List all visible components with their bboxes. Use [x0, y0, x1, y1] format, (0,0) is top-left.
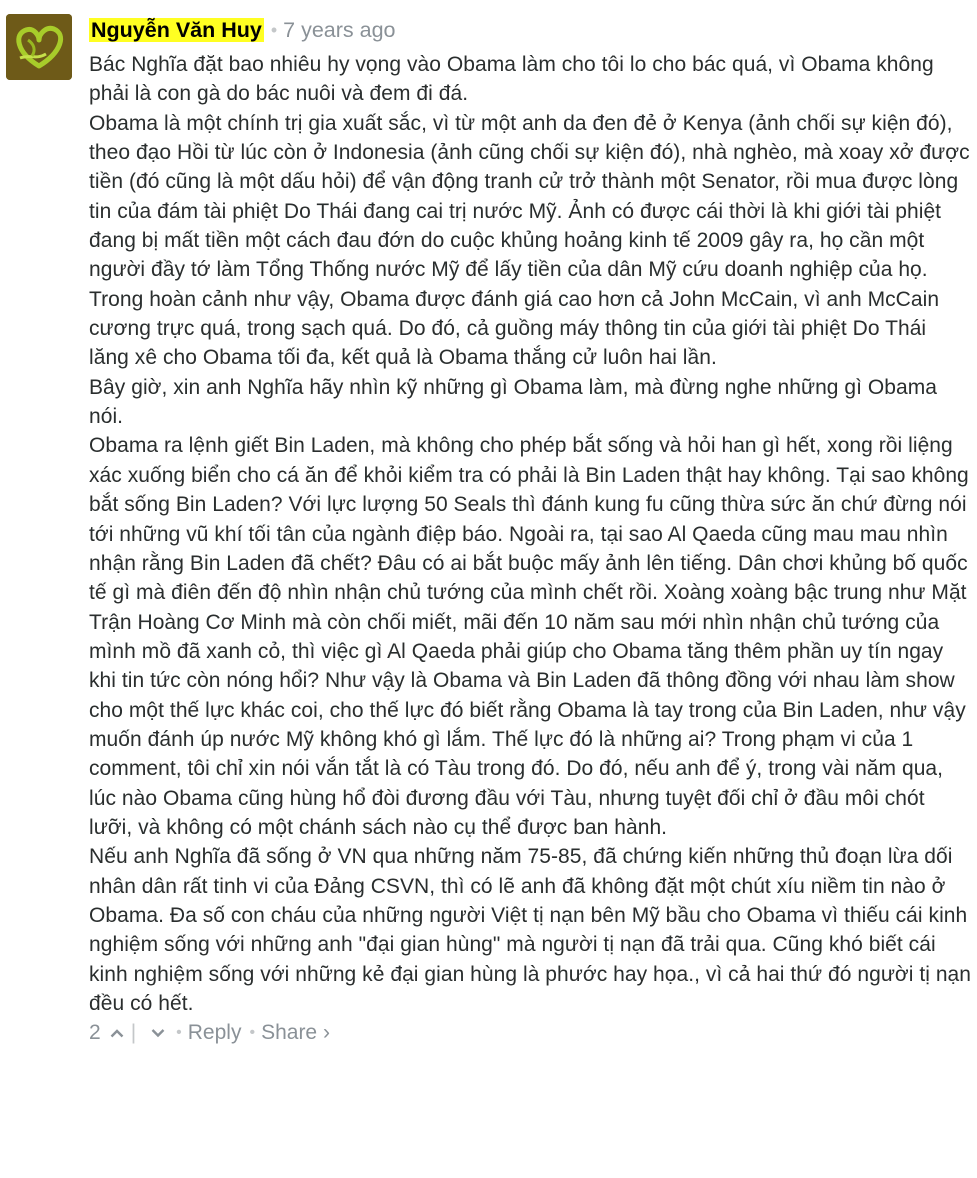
comment-paragraph: Obama là một chính trị gia xuất sắc, vì từ một anh da đen đẻ ở Kenya (ảnh chối sự kiện đó), theo đạo Hồi từ lúc còn ở Indonesia (ảnh cũng chối sự kiện đó), nhà nghèo, mà xoay xở được tiền (đó cũng là một dấu hỏi) để vận động tranh cử trở thành một Senator, rồi mua được lòng tin của đám tài phiệt Do Thái đang cai trị nước Mỹ. Ảnh có được cái thời là khi giới tài phiệt đang bị mất tiền một cách đau đớn do cuộc khủng hoảng kinh tế 2009 gây ra, họ cần một người đầy tớ làm Tổng Thống nước Mỹ để lấy tiền của dân Mỹ cứu doanh nghiệp của họ. Trong hoàn cảnh như vậy, Obama được đánh giá cao hơn cả John McCain, vì anh McCain cương trực quá, trong sạch quá. Do đó, cả guồng máy thông tin của giới tài phiệt Do Thái lăng xê cho Obama tối đa, kết quả là Obama thắng cử luôn hai lần.: [89, 111, 970, 370]
chevron-down-icon: [151, 1028, 165, 1038]
footer-dot: •: [249, 1024, 256, 1042]
author-name[interactable]: Nguyễn Văn Huy: [91, 18, 262, 42]
share-button[interactable]: Share ›: [261, 1021, 330, 1045]
comment-text: [89, 50, 971, 1018]
comment-paragraph: Nếu anh Nghĩa đã sống ở VN qua những năm 75-85, đã chứng kiến những thủ đoạn lừa dối nhân dân rất tinh vi của Đảng CSVN, thì có lẽ anh đã không đặt một chút xíu niềm tin nào ở Obama. Đa số con cháu của những người Việt tị nạn bên Mỹ bầu cho Obama vì thiếu cái kinh nghiệm sống với những anh "đại gian hùng" mà người tị nạn đã trải qua. Cũng khó biết cái kinh nghiệm sống với những kẻ đại gian hùng là phước hay họa., vì cả hai thứ đó người tị nạn đều có hết.: [89, 845, 972, 1015]
comment-paragraph: Bác Nghĩa đặt bao nhiêu hy vọng vào Obama làm cho tôi lo cho bác quá, vì Obama không phải là con gà do bác nuôi và đem đi đá.: [89, 53, 934, 106]
comment-body: [89, 14, 971, 1048]
header-separator: •: [270, 19, 278, 40]
upvote-button[interactable]: [107, 1022, 127, 1044]
vote-divider: |: [130, 1021, 137, 1045]
heart-scribble-icon: [6, 14, 72, 80]
comment-paragraph: Obama ra lệnh giết Bin Laden, mà không cho phép bắt sống và hỏi han gì hết, xong rồi liệng xác xuống biển cho cá ăn để khỏi kiểm tra có phải là Bin Laden thật hay không. Tại sao không bắt sống Bin Laden? Với lực lượng 50 Seals thì đánh kung fu cũng thừa sức ăn chứ đừng nói tới những vũ khí tối tân của ngành điệp báo. Ngoài ra, tại sao Al Qaeda cũng mau mau nhìn nhận rằng Bin Laden đã chết? Đâu có ai bắt buộc mấy ảnh lên tiếng. Dân chơi khủng bố quốc tế gì mà điên đến độ nhìn nhận chủ tướng của mình chết rồi. Xoàng xoàng bậc trung như Mặt Trận Hoàng Cơ Minh mà còn chối miết, mãi đến 10 năm sau mới nhìn nhận chủ tướng của mình mồ đã xanh cỏ, thì việc gì Al Qaeda phải giúp cho Obama tăng thêm phần uy tín ngay khi tin tức còn nóng hổi? Như vậy là Obama và Bin Laden đã thông đồng với nhau làm show cho một thế lực khác coi, cho thế lực đó biết rằng Obama là tay trong của Bin Laden, như vậy muốn đánh úp nước Mỹ không khó gì lắm. Thế lực đó là những ai? Trong phạm vi của 1 comment, tôi chỉ xin nói vắn tắt là có Tàu trong đó. Do đó, nếu anh để ý, trong vài năm qua, lúc nào Obama cũng hùng hổ đòi đương đầu với Tàu, nhưng tuyệt đối chỉ ở đầu môi chót lưỡi, và không có một chánh sách nào cụ thể được ban hành.: [89, 434, 969, 839]
comment-footer: [89, 1018, 971, 1048]
footer-dot: •: [176, 1024, 182, 1042]
timestamp[interactable]: 7 years ago: [283, 17, 396, 42]
downvote-button[interactable]: [148, 1022, 168, 1044]
comment-paragraph: Bây giờ, xin anh Nghĩa hãy nhìn kỹ những gì Obama làm, mà đừng nghe những gì Obama nói.: [89, 375, 938, 429]
avatar[interactable]: [6, 14, 72, 80]
comment-header: [89, 14, 971, 46]
chevron-up-icon: [110, 1028, 124, 1038]
reply-button[interactable]: Reply: [187, 1021, 242, 1045]
vote-count: 2: [89, 1021, 101, 1045]
